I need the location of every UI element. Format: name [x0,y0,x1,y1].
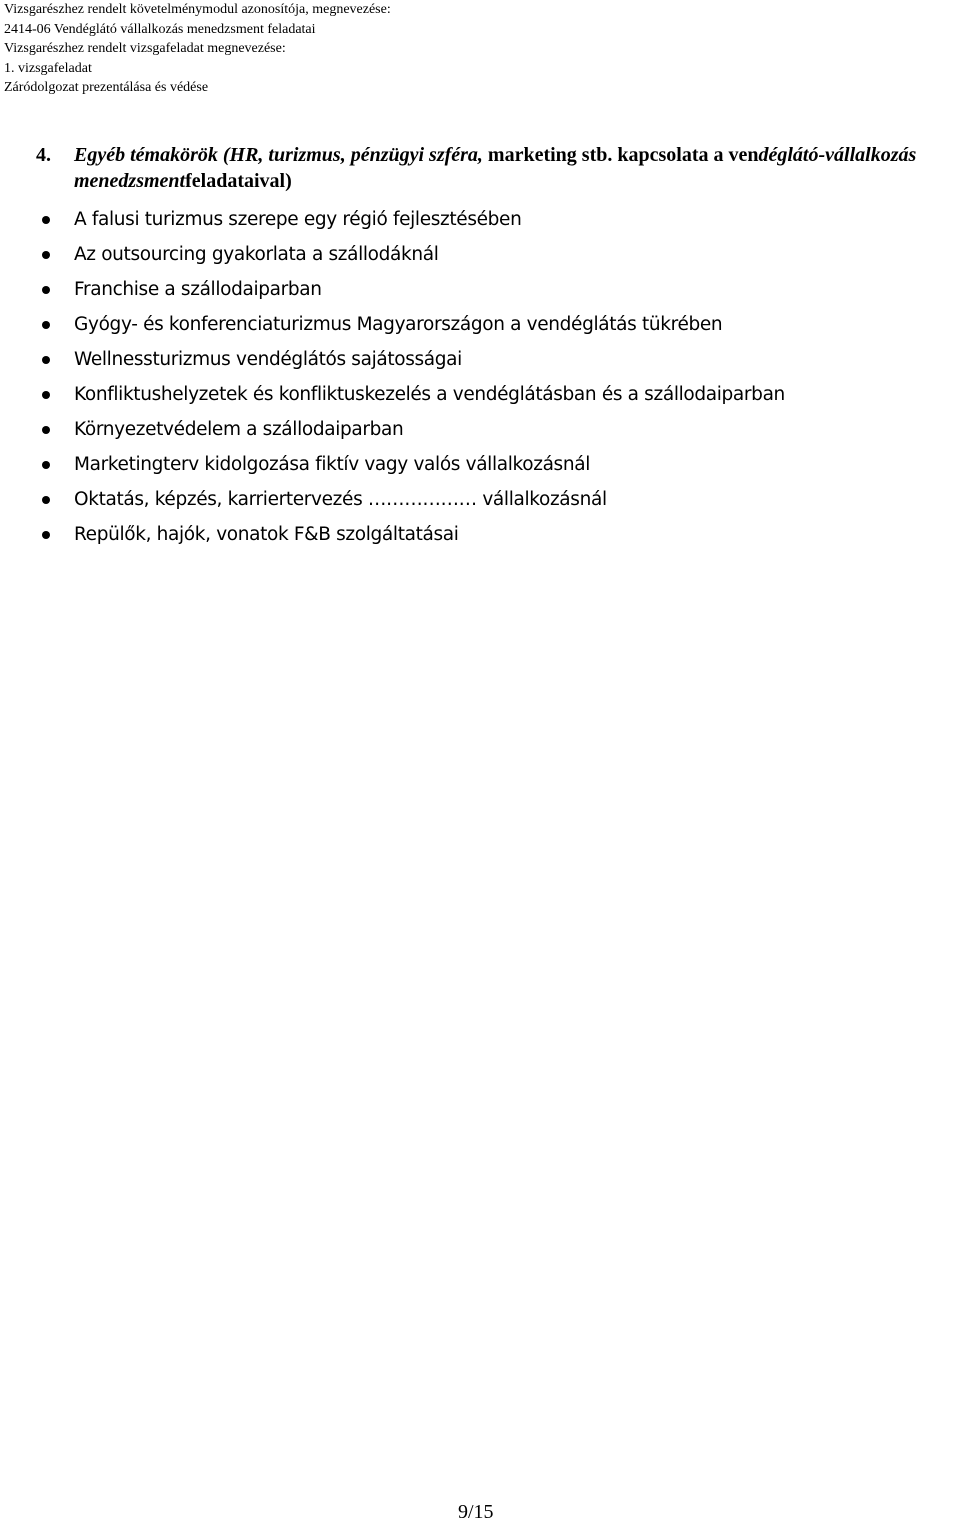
topic-section [36,142,936,552]
list-item-text: Repülők, hajók, vonatok F&B szolgáltatásai [74,524,459,545]
header-line: Vizsgarészhez rendelt vizsgafeladat megnevezése: [4,41,286,57]
page-number: 9/15 [458,1501,494,1523]
section-title-normal-part: feladataival) [185,170,292,192]
bullet-icon [42,216,50,224]
list-item [36,482,936,517]
list-item [36,237,936,272]
list-item-text: Konfliktushelyzetek és konfliktuskezelés a vendéglátásban és a szállodaiparban [74,384,785,405]
list-item [36,307,936,342]
list-item-text: Környezetvédelem a szállodaiparban [74,419,404,440]
list-item-text: Oktatás, képzés, karriertervezés ……………… vállalkozásnál [74,489,607,510]
list-item [36,342,936,377]
list-item [36,412,936,447]
list-item [36,447,936,482]
bullet-icon [42,391,50,399]
bullet-icon [42,251,50,259]
list-item-text: Franchise a szállodaiparban [74,279,322,300]
bullet-icon [42,286,50,294]
header-line: Záródolgozat prezentálása és védése [4,80,209,96]
bullet-icon [42,426,50,434]
list-item-text: Gyógy- és konferenciaturizmus Magyarországon a vendéglátás tükrében [74,314,723,335]
bullet-icon [42,496,50,504]
bullet-icon [42,461,50,469]
section-title [36,142,936,194]
bullet-icon [42,531,50,539]
list-item [36,517,936,552]
list-item-text: Wellnessturizmus vendéglátós sajátosságai [74,349,462,370]
list-item-text: Marketingterv kidolgozása fiktív vagy valós vállalkozásnál [74,454,591,475]
list-item-text: Az outsourcing gyakorlata a szállodáknál [74,244,439,265]
list-item [36,202,936,237]
list-item [36,377,936,412]
section-title-italic-part: déglátó-vállalkozás menedzsment [74,144,917,192]
section-title-normal-part: marketing stb. kapcsolata a ven [482,144,759,166]
list-item-text: A falusi turizmus szerepe egy régió fejlesztésében [74,209,522,230]
list-item [36,272,936,307]
section-number: 4. [36,144,51,166]
page-header [4,0,391,98]
header-line: 1. vizsgafeladat [4,60,92,76]
header-line: 2414-06 Vendéglátó vállalkozás menedzsment feladatai [4,21,316,37]
bullet-icon [42,356,50,364]
header-line: Vizsgarészhez rendelt követelménymodul azonosítója, megnevezése: [4,2,391,17]
topic-list [36,202,936,552]
bullet-icon [42,321,50,329]
section-title-italic-part: Egyéb témakörök (HR, turizmus, pénzügyi szféra, [74,144,483,166]
